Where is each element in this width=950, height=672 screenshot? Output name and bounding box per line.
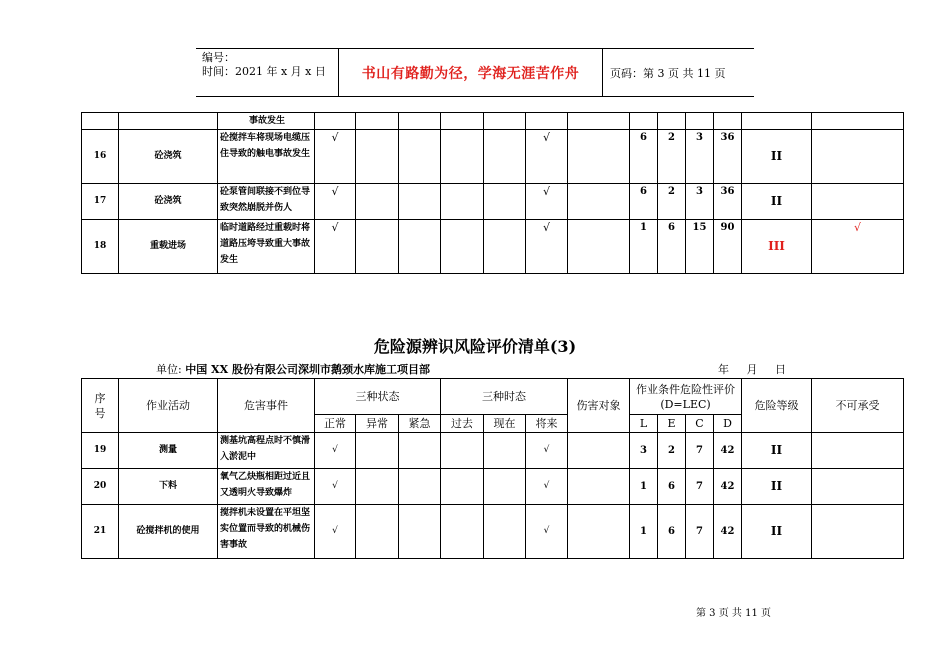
activity-cell: 砼浇筑 bbox=[119, 184, 218, 220]
row-number: 17 bbox=[82, 184, 119, 220]
row-number: 18 bbox=[82, 220, 119, 274]
header-no: 序号 bbox=[82, 379, 119, 433]
event-cell: 事故发生 bbox=[218, 113, 315, 130]
normal-check: √ bbox=[315, 433, 356, 469]
table-row bbox=[82, 130, 904, 184]
table-row bbox=[82, 433, 904, 469]
d-value: 90 bbox=[714, 220, 742, 274]
event-cell: 氧气乙炔瓶相距过近且又透明火导致爆炸 bbox=[218, 469, 315, 505]
unacceptable-cell: √ bbox=[812, 220, 904, 274]
header-l: L bbox=[630, 415, 658, 433]
header-level: 危险等级 bbox=[742, 379, 812, 433]
risk-table bbox=[81, 378, 904, 559]
l-value: 1 bbox=[630, 220, 658, 274]
header-normal: 正常 bbox=[315, 415, 356, 433]
header-emergency: 紧急 bbox=[399, 415, 441, 433]
event-cell: 临时道路经过重载时将道路压垮导致重大事故发生 bbox=[218, 220, 315, 274]
header-target: 伤害对象 bbox=[568, 379, 630, 433]
future-check: √ bbox=[526, 130, 568, 184]
activity-cell: 重载进场 bbox=[119, 220, 218, 274]
e-value: 2 bbox=[658, 184, 686, 220]
event-cell: 搅拌机未设置在平坦坚实位置而导致的机械伤害事故 bbox=[218, 505, 315, 559]
d-value: 42 bbox=[714, 469, 742, 505]
table-row bbox=[82, 469, 904, 505]
future-check: √ bbox=[526, 220, 568, 274]
page-footer: 第 3 页 共 11 页 bbox=[696, 608, 771, 619]
activity-cell: 砼搅拌机的使用 bbox=[119, 505, 218, 559]
e-value: 2 bbox=[658, 433, 686, 469]
activity-cell: 测量 bbox=[119, 433, 218, 469]
header-c: C bbox=[686, 415, 714, 433]
normal-check: √ bbox=[315, 184, 356, 220]
date-label: 年 月 日 bbox=[718, 363, 786, 376]
header-d: D bbox=[714, 415, 742, 433]
event-cell: 砼泵管间联接不到位导致突然崩脱并伤人 bbox=[218, 184, 315, 220]
future-check: √ bbox=[526, 505, 568, 559]
c-value: 7 bbox=[686, 433, 714, 469]
unit-line bbox=[156, 361, 430, 377]
header-row bbox=[82, 379, 904, 415]
event-cell: 砼搅拌车将现场电缆压住导致的触电事故发生 bbox=[218, 130, 315, 184]
normal-check: √ bbox=[315, 130, 356, 184]
header-unacceptable: 不可承受 bbox=[812, 379, 904, 433]
header-e: E bbox=[658, 415, 686, 433]
l-value: 6 bbox=[630, 184, 658, 220]
unit-value: 中国 XX 股份有限公司深圳市鹅颈水库施工项目部 bbox=[185, 363, 430, 376]
table-row bbox=[82, 220, 904, 274]
row-number: 19 bbox=[82, 433, 119, 469]
future-check: √ bbox=[526, 184, 568, 220]
risk-level: II bbox=[742, 469, 812, 505]
e-value: 2 bbox=[658, 130, 686, 184]
c-value: 3 bbox=[686, 184, 714, 220]
activity-cell: 下料 bbox=[119, 469, 218, 505]
header-past: 过去 bbox=[441, 415, 484, 433]
time-label: 时间：2021 年 x 月 x 日 bbox=[202, 65, 326, 78]
c-value: 7 bbox=[686, 505, 714, 559]
header-event: 危害事件 bbox=[218, 379, 315, 433]
risk-level: II bbox=[742, 130, 812, 184]
c-value: 7 bbox=[686, 469, 714, 505]
section-title: 危险源辨识风险评价清单(3) bbox=[373, 337, 577, 356]
e-value: 6 bbox=[658, 469, 686, 505]
risk-level: III bbox=[742, 220, 812, 274]
l-value: 6 bbox=[630, 130, 658, 184]
activity-cell: 砼浇筑 bbox=[119, 130, 218, 184]
risk-level: II bbox=[742, 184, 812, 220]
table-row bbox=[82, 184, 904, 220]
event-cell: 测基坑高程点时不慎滑入淤泥中 bbox=[218, 433, 315, 469]
d-value: 42 bbox=[714, 505, 742, 559]
c-value: 15 bbox=[686, 220, 714, 274]
unacceptable-cell bbox=[812, 184, 904, 220]
row-number: 20 bbox=[82, 469, 119, 505]
d-value: 36 bbox=[714, 184, 742, 220]
header-motto: 书山有路勤为径，学海无涯苦作舟 bbox=[339, 49, 603, 96]
e-value: 6 bbox=[658, 220, 686, 274]
future-check: √ bbox=[526, 469, 568, 505]
table-row bbox=[82, 113, 904, 130]
d-value: 42 bbox=[714, 433, 742, 469]
header-abnormal: 异常 bbox=[356, 415, 399, 433]
header-future: 将来 bbox=[526, 415, 568, 433]
header-present: 现在 bbox=[484, 415, 526, 433]
l-value: 3 bbox=[630, 433, 658, 469]
e-value: 6 bbox=[658, 505, 686, 559]
unacceptable-cell bbox=[812, 130, 904, 184]
header-three-states: 三种状态 bbox=[315, 379, 441, 415]
header-meta bbox=[196, 49, 339, 96]
future-check: √ bbox=[526, 433, 568, 469]
page-info: 页码：第 3 页 共 11 页 bbox=[610, 66, 726, 80]
unit-label: 单位: bbox=[156, 363, 182, 376]
header-lec: 作业条件危险性评价(D=LEC) bbox=[630, 379, 742, 415]
row-number: 16 bbox=[82, 130, 119, 184]
risk-table-continued bbox=[81, 112, 904, 274]
normal-check: √ bbox=[315, 505, 356, 559]
l-value: 1 bbox=[630, 505, 658, 559]
normal-check: √ bbox=[315, 220, 356, 274]
code-label: 编号： bbox=[202, 51, 235, 64]
header-three-tenses: 三种时态 bbox=[441, 379, 568, 415]
d-value: 36 bbox=[714, 130, 742, 184]
row-number: 21 bbox=[82, 505, 119, 559]
normal-check: √ bbox=[315, 469, 356, 505]
table-row bbox=[82, 505, 904, 559]
header-activity: 作业活动 bbox=[119, 379, 218, 433]
risk-level: II bbox=[742, 505, 812, 559]
c-value: 3 bbox=[686, 130, 714, 184]
l-value: 1 bbox=[630, 469, 658, 505]
risk-level: II bbox=[742, 433, 812, 469]
document-header bbox=[196, 48, 754, 97]
